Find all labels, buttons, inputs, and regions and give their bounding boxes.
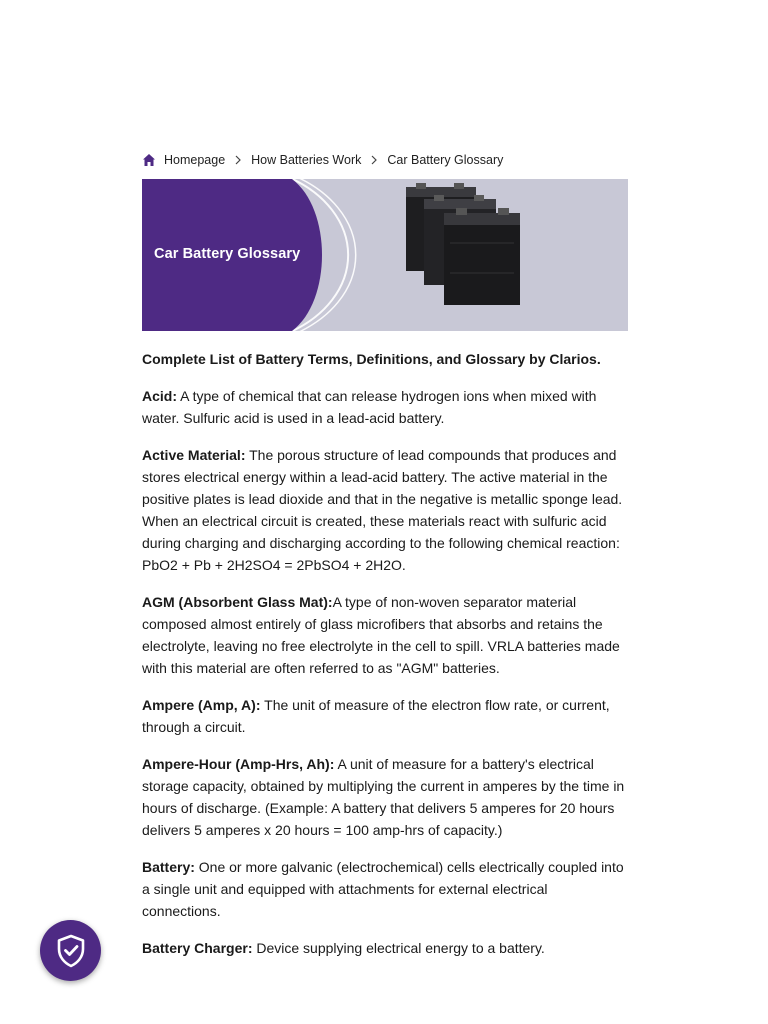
- glossary-definition: A type of chemical that can release hydrogen ions when mixed with water. Sulfuric acid is used in a lead-acid battery.: [142, 388, 597, 426]
- breadcrumb: [142, 153, 503, 167]
- privacy-settings-button[interactable]: [40, 920, 101, 981]
- glossary-entry-acid: [142, 385, 628, 429]
- battery-image: [406, 183, 520, 305]
- glossary-entry-agm: [142, 591, 628, 679]
- glossary-term: Battery Charger:: [142, 940, 253, 956]
- glossary-definition: A unit of measure for a battery's electrical storage capacity, obtained by multiplying the current in amperes by the time in hours of discharge. (Example: A battery that delivers 5 amperes for 20 hours delivers 5 amperes x 20 hours = 100 amp-hrs of capacity.): [142, 756, 625, 838]
- glossary-entry-battery: [142, 856, 628, 922]
- chevron-right-icon: [370, 155, 378, 165]
- glossary-definition: A type of non-woven separator material composed almost entirely of glass microfibers that absorbs and retains the electrolyte, leaving no free electrolyte in the cell to spill. VRLA batteries made with this material are often referred to as "AGM" batteries.: [142, 594, 620, 676]
- glossary-definition: The porous structure of lead compounds that produces and stores electrical energy within a lead-acid battery. The active material in the positive plates is lead dioxide and that in the negative is metallic sponge lead. When an electrical circuit is created, these materials react with sulfuric acid during charging and discharging according to the following chemical reaction: PbO2 + Pb + 2H2SO4 = 2PbSO4 + 2H2O.: [142, 447, 623, 573]
- glossary-entry-ampere: [142, 694, 628, 738]
- glossary-term: Ampere (Amp, A):: [142, 697, 261, 713]
- hero-banner: [142, 179, 628, 331]
- breadcrumb-home-link[interactable]: Homepage: [164, 153, 226, 167]
- glossary-definition: Device supplying electrical energy to a battery.: [252, 940, 545, 956]
- breadcrumb-current: Car Battery Glossary: [387, 153, 504, 167]
- shield-check-icon: [56, 934, 86, 968]
- hero-title: Car Battery Glossary: [154, 246, 301, 262]
- glossary-entry-active-material: [142, 444, 628, 576]
- glossary-content: [142, 348, 628, 974]
- glossary-entry-battery-charger: [142, 937, 628, 959]
- glossary-term: AGM (Absorbent Glass Mat):: [142, 594, 333, 610]
- glossary-definition: The unit of measure of the electron flow rate, or current, through a circuit.: [142, 697, 610, 735]
- home-icon[interactable]: [142, 153, 156, 167]
- chevron-right-icon: [234, 155, 242, 165]
- glossary-entry-ampere-hour: [142, 753, 628, 841]
- glossary-term: Active Material:: [142, 447, 246, 463]
- intro-heading: Complete List of Battery Terms, Definitions, and Glossary by Clarios.: [142, 351, 601, 367]
- glossary-term: Battery:: [142, 859, 195, 875]
- glossary-term: Acid:: [142, 388, 177, 404]
- breadcrumb-how-batteries-work-link[interactable]: How Batteries Work: [251, 153, 362, 167]
- glossary-term: Ampere-Hour (Amp-Hrs, Ah):: [142, 756, 335, 772]
- glossary-definition: One or more galvanic (electrochemical) cells electrically coupled into a single unit and equipped with attachments for external electrical connections.: [142, 859, 624, 919]
